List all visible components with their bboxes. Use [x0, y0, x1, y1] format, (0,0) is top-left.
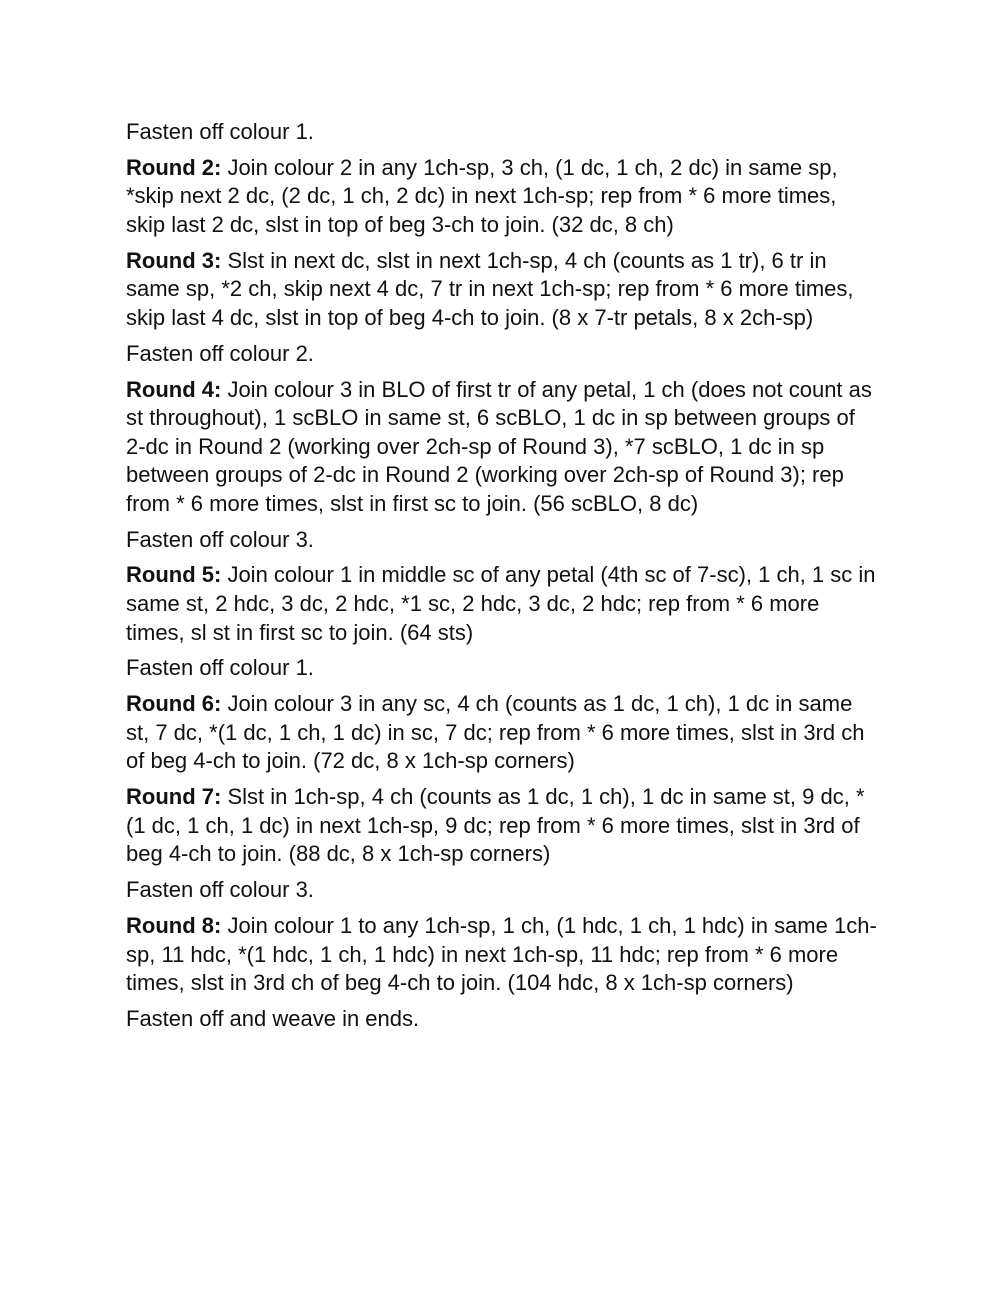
round-text: Slst in 1ch-sp, 4 ch (counts as 1 dc, 1 ch), 1 dc in same st, 9 dc, *(1 dc, 1 ch, 1 dc) in next 1ch-sp, 9 dc; rep from * 6 more times, slst in 3rd of beg 4-ch to join. (88 dc, 8 x 1ch-sp corners) — [126, 784, 865, 867]
round-label: Round 4: — [126, 376, 222, 402]
round-label: Round 3: — [126, 247, 222, 273]
round-label: Round 7: — [126, 784, 222, 810]
instruction-note: Fasten off colour 2. — [126, 340, 314, 366]
instruction-note: Fasten off colour 3. — [126, 526, 314, 552]
round-8-instruction — [126, 912, 878, 998]
round-label: Round 6: — [126, 691, 222, 717]
instruction-note: Fasten off and weave in ends. — [126, 1005, 420, 1031]
document-page — [126, 118, 878, 1041]
round-label: Round 8: — [126, 912, 222, 938]
round-7-instruction — [126, 783, 878, 869]
round-3-instruction — [126, 247, 878, 333]
round-4-instruction — [126, 376, 878, 519]
round-2-instruction — [126, 154, 878, 240]
round-6-instruction — [126, 690, 878, 776]
round-text: Join colour 3 in BLO of first tr of any petal, 1 ch (does not count as st throughout), 1 scBLO in same st, 6 scBLO, 1 dc in sp between groups of 2-dc in Round 2 (working over 2ch-sp of Round 3), *7 scBLO, 1 dc in sp between groups of 2-dc in Round 2 (working over 2ch-sp of Round 3); rep from * 6 more times, slst in first sc to join. (56 scBLO, 8 dc) — [126, 376, 872, 516]
round-text: Join colour 1 to any 1ch-sp, 1 ch, (1 hdc, 1 ch, 1 hdc) in same 1ch-sp, 11 hdc, *(1 hdc, 1 ch, 1 hdc) in next 1ch-sp, 11 hdc; rep from * 6 more times, slst in 3rd ch of beg 4-ch to join. (104 hdc, 8 x 1ch-sp corners) — [126, 912, 877, 996]
instruction-note: Fasten off colour 1. — [126, 119, 314, 144]
round-label: Round 5: — [126, 562, 222, 588]
round-text: Join colour 1 in middle sc of any petal (4th sc of 7-sc), 1 ch, 1 sc in same st, 2 hdc, 3 dc, 2 hdc, *1 sc, 2 hdc, 3 dc, 2 hdc; rep from * 6 more times, sl st in first sc to join. (64 sts) — [126, 562, 876, 645]
round-text: Slst in next dc, slst in next 1ch-sp, 4 ch (counts as 1 tr), 6 tr in same sp, *2 ch, skip next 4 dc, 7 tr in next 1ch-sp; rep from * 6 more times, skip last 4 dc, slst in top of beg 4-ch to join. (8 x 7-tr petals, 8 x 2ch-sp) — [126, 247, 854, 330]
instruction-note: Fasten off colour 3. — [126, 877, 314, 903]
round-text: Join colour 2 in any 1ch-sp, 3 ch, (1 dc, 1 ch, 2 dc) in same sp, *skip next 2 dc, (2 dc, 1 ch, 2 dc) in next 1ch-sp; rep from * 6 more times, skip last 2 dc, slst in top of beg 3-ch to join. (32 dc, 8 ch) — [126, 154, 838, 237]
instruction-note: Fasten off colour 1. — [126, 655, 314, 681]
round-text: Join colour 3 in any sc, 4 ch (counts as 1 dc, 1 ch), 1 dc in same st, 7 dc, *(1 dc, 1 ch, 1 dc) in sc, 7 dc; rep from * 6 more times, slst in 3rd ch of beg 4-ch to join. (72 dc, 8 x 1ch-sp corners) — [126, 691, 865, 774]
round-5-instruction — [126, 561, 878, 647]
round-label: Round 2: — [126, 154, 222, 180]
